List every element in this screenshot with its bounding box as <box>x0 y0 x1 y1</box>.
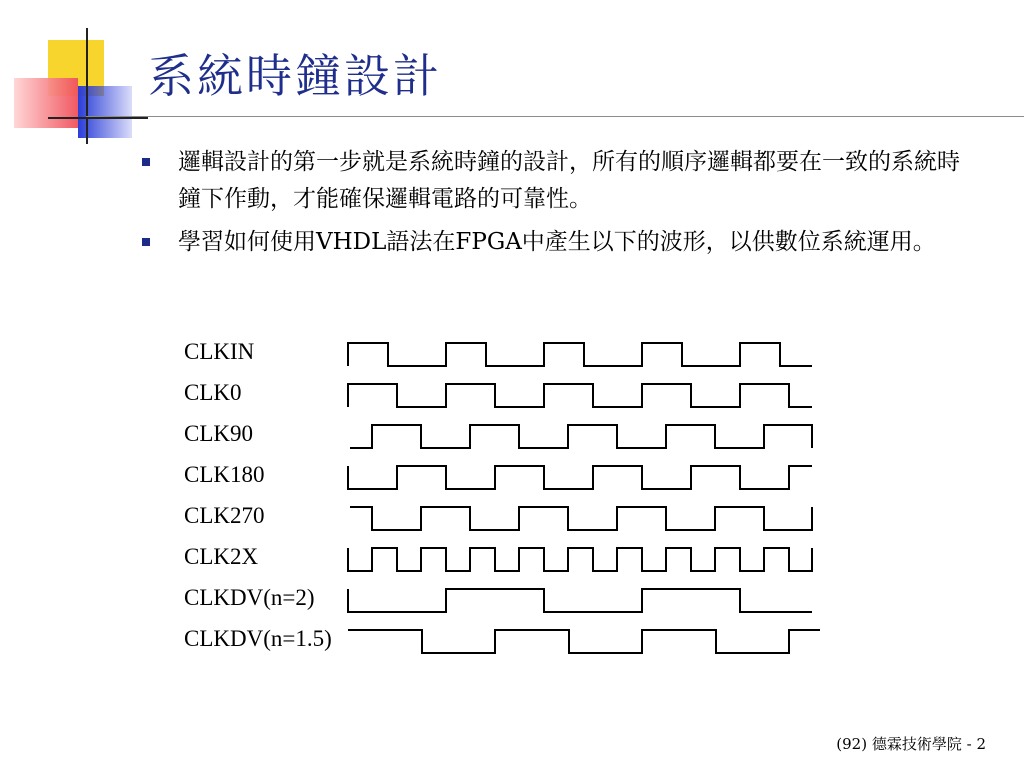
page-number: 2 <box>976 735 986 753</box>
footer <box>836 733 986 754</box>
waveform-clk180 <box>348 466 812 489</box>
waveform-clk90 <box>350 425 812 448</box>
waveform-label-clk180: CLK180 <box>184 462 265 487</box>
waveform-clkdv-n2 <box>348 589 812 612</box>
waveform-label-clk90: CLK90 <box>184 421 253 446</box>
waveform-label-clk0: CLK0 <box>184 380 242 405</box>
waveform-label-clkdv-n2: CLKDV(n=2) <box>184 585 315 610</box>
waveform-clk2x <box>348 548 812 571</box>
waveform-label-clkdv-n1-5: CLKDV(n=1.5) <box>184 626 332 651</box>
waveform-clk0 <box>348 384 812 407</box>
waveform-label-clk270: CLK270 <box>184 503 265 528</box>
waveform-label-clkin: CLKIN <box>184 339 255 364</box>
bullet-text: 學習如何使用VHDL語法在FPGA中產生以下的波形，以供數位系統運用。 <box>178 229 936 255</box>
waveform-clkdv-n1-5 <box>348 630 820 653</box>
footer-text: (92) 德霖技術學院 - <box>836 735 972 753</box>
bullet-text: 邏輯設計的第一步就是系統時鐘的設計，所有的順序邏輯都要在一致的系統時鐘下作動，才能確保邏輯電路的可靠性。 <box>178 149 960 212</box>
waveform-clkin <box>348 343 812 366</box>
page-title: 系統時鐘設計 <box>148 49 442 103</box>
waveform-clk270 <box>350 507 812 530</box>
waveform-label-clk2x: CLK2X <box>184 544 259 569</box>
